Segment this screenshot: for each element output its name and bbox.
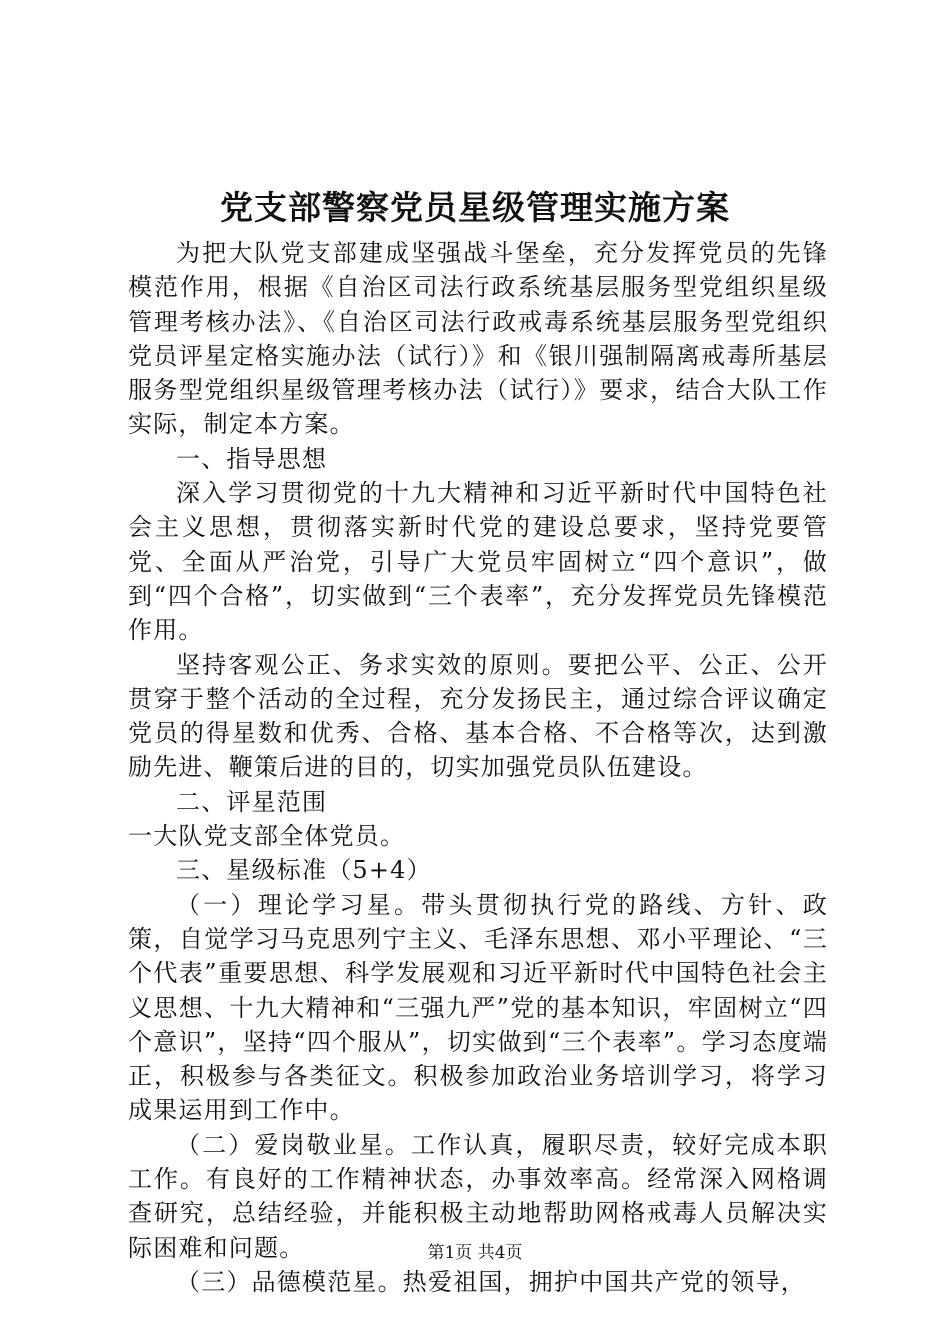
document-body bbox=[128, 236, 828, 1299]
page-number: 第1页 bbox=[427, 1243, 473, 1263]
guiding-thought-paragraph: 深入学习贯彻党的十九大精神和习近平新时代中国特色社会主义思想，贯彻落实新时代党的建设总要求，坚持党要管党、全面从严治党，引导广大党员牢固树立“四个意识”，做到“四个合格”，切实做到“三个表率”，充分发挥党员先锋模范作用。 bbox=[128, 479, 828, 645]
section-heading-scope: 二、评星范围 bbox=[176, 787, 328, 816]
moral-model-star-paragraph: （三）品德模范星。热爱祖国，拥护中国共产党的领导， bbox=[176, 1267, 806, 1296]
section-heading-guiding-thought: 一、指导思想 bbox=[176, 444, 328, 473]
page-footer bbox=[0, 1241, 950, 1265]
principle-paragraph: 坚持客观公正、务求实效的原则。要把公平、公正、公开贯穿于整个活动的全过程，充分发扬民主，通过综合评议确定党员的得星数和优秀、合格、基本合格、不合格等次，达到激励先进、鞭策后进的目的，切实加强党员队伍建设。 bbox=[128, 650, 828, 782]
document-title: 党支部警察党员星级管理实施方案 bbox=[220, 188, 730, 227]
theory-study-star-paragraph: （一）理论学习星。带头贯彻执行党的路线、方针、政策，自觉学习马克思列宁主义、毛泽东思想、邓小平理论、“三个代表”重要思想、科学发展观和习近平新时代中国特色社会主义思想、十九大精神和“三强九严”党的基本知识，牢固树立“四个意识”，坚持“四个服从”，切实做到“三个表率”。学习态度端正，积极参与各类征文。积极参加政治业务培训学习，将学习成果运用到工作中。 bbox=[128, 890, 828, 1125]
intro-paragraph: 为把大队党支部建成坚强战斗堡垒，充分发挥党员的先锋模范作用，根据《自治区司法行政系统基层服务型党组织星级管理考核办法》、《自治区司法行政戒毒系统基层服务型党组织党员评星定格实施办法（试行）》和《银川强制隔离戒毒所基层服务型党组织星级管理考核办法（试行）》要求，结合大队工作实际，制定本方案。 bbox=[128, 239, 828, 439]
scope-paragraph: 一大队党支部全体党员。 bbox=[128, 822, 406, 851]
dedication-star-paragraph: （二）爱岗敬业星。工作认真，履职尽责，较好完成本职工作。有良好的工作精神状态，办事效率高。经常深入网格调查研究，总结经验，并能积极主动地帮助网格戒毒人员解决实际困难和问题。 bbox=[128, 1130, 828, 1262]
section-heading-standards: 三、星级标准（5+4） bbox=[176, 856, 432, 885]
page-total: 共4页 bbox=[477, 1243, 523, 1263]
